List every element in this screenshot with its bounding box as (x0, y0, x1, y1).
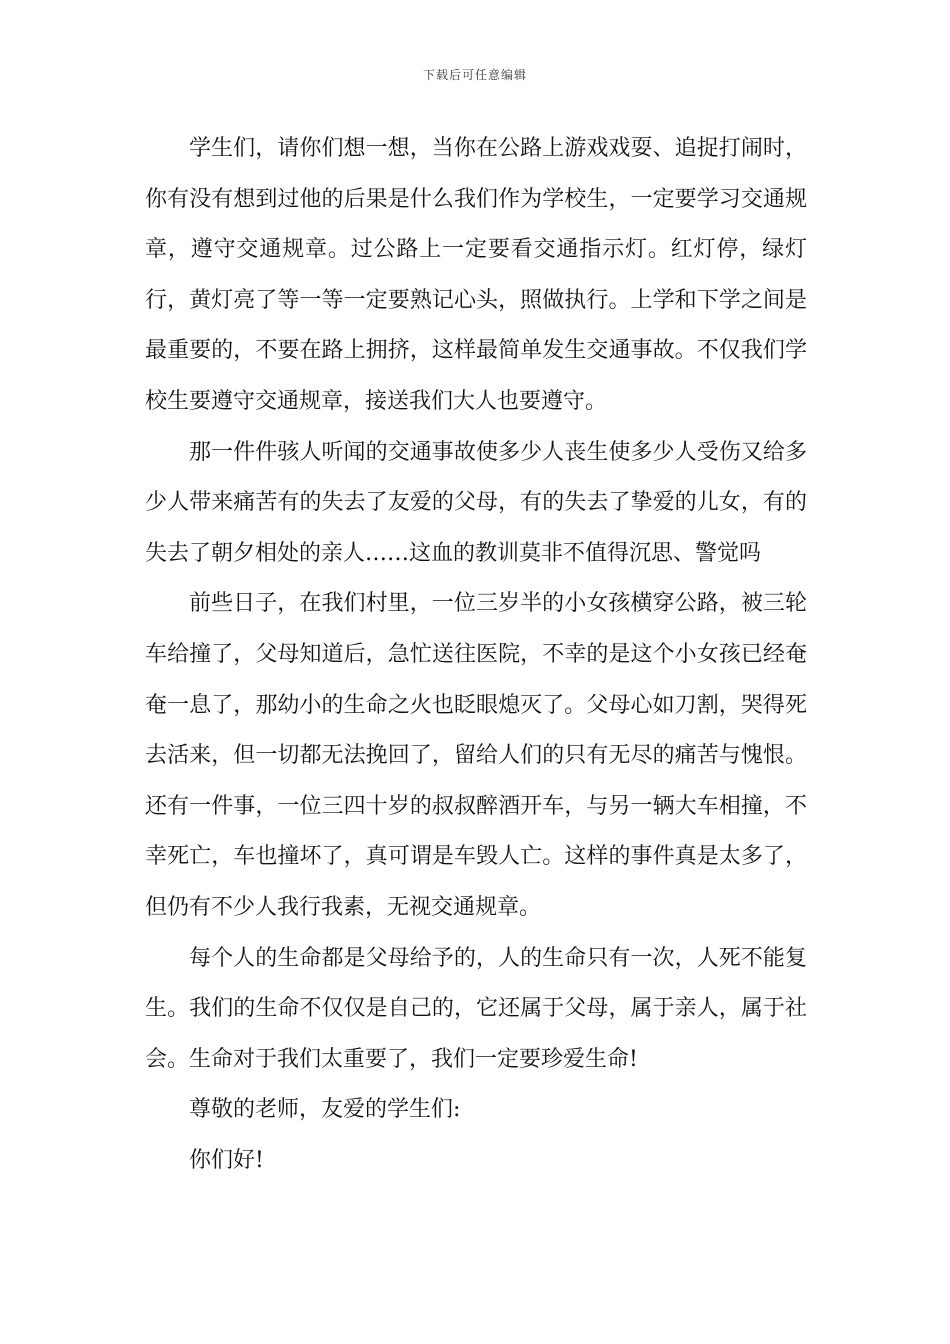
paragraph-greeting: 你们好! (189, 1147, 264, 1173)
document-body (145, 124, 807, 1186)
paragraph-salutation: 尊敬的老师，友爱的学生们: (189, 1097, 461, 1123)
paragraph-cherish-life: 每个人的生命都是父母给予的，人的生命只有一次，人死不能复生。我们的生命不仅仅是自己的，它还属于父母，属于亲人，属于社会。生命对于我们太重要了，我们一定要珍爱生命! (145, 945, 807, 1072)
paragraph-village-stories: 前些日子，在我们村里，一位三岁半的小女孩横穿公路，被三轮车给撞了，父母知道后，急忙送往医院，不幸的是这个小女孩已经奄奄一息了，那幼小的生命之火也眨眼熄灭了。父母心如刀割，哭得死去活来，但一切都无法挽回了，留给人们的只有无尽的痛苦与愧恨。还有一件事，一位三四十岁的叔叔醉酒开车，与另一辆大车相撞，不幸死亡，车也撞坏了，真可谓是车毁人亡。这样的事件真是太多了，但仍有不少人我行我素，无视交通规章。 (145, 591, 807, 920)
page-header: 下载后可任意编辑 (422, 68, 527, 82)
paragraph-traffic-rules: 学生们，请你们想一想，当你在公路上游戏戏耍、追捉打闹时，你有没有想到过他的后果是什么我们作为学校生，一定要学习交通规章，遵守交通规章。过公路上一定要看交通指示灯。红灯停，绿灯行，黄灯亮了等一等一定要熟记心头，照做执行。上学和下学之间是最重要的，不要在路上拥挤，这样最简单发生交通事故。不仅我们学校生要遵守交通规章，接送我们大人也要遵守。 (145, 136, 807, 414)
paragraph-accident-toll: 那一件件骇人听闻的交通事故使多少人丧生使多少人受伤又给多少人带来痛苦有的失去了友爱的父母，有的失去了挚爱的儿女，有的失去了朝夕相处的亲人……这血的教训莫非不值得沉思、警觉吗 (145, 439, 807, 566)
